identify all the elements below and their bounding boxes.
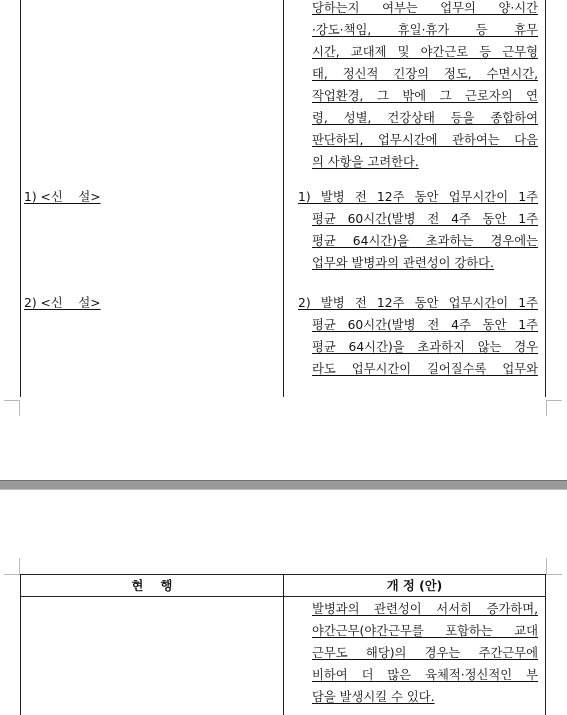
proposed-item-2 [298,292,538,380]
proposed-item-1 [298,186,538,274]
proposed-item-2-continued [312,598,538,708]
crop-mark [546,400,562,401]
text-line: 야간근무(야간근무를 포함하는 교대 [312,624,538,638]
crop-mark [546,574,562,575]
text-line: 태, 정신적 긴장의 정도, 수면시간, [312,67,538,81]
text-line: 비하여 더 많은 육체적·정신적인 부 [312,668,538,682]
header-current: 현 행 [131,579,173,593]
table-left-border [20,0,21,397]
crop-mark [4,574,20,575]
text-line: 담을 발생시킬 수 있다. [312,690,435,704]
proposed-text-intro [312,0,538,173]
text-line: 1) 발병 전 12주 동안 업무시간이 1주 [298,190,538,204]
text-line: 근무도 해당)의 경우는 주간근무에 [312,646,538,660]
text-line: 평균 60시간(발병 전 4주 동안 1주 [312,318,538,332]
text-line: 평균 60시간(발병 전 4주 동안 1주 [312,212,538,226]
table-right-border [545,574,546,715]
crop-mark [19,558,20,574]
text-line: 평균 64시간)을 초과하지 않는 경우 [312,340,538,354]
page-separator [0,480,567,490]
text-line: 평균 64시간)을 초과하는 경우에는 [312,234,538,248]
text-line: 라도 업무시간이 길어질수록 업무와 [312,362,538,376]
text-line: 령, 성별, 건강상태 등을 종합하여 [312,111,538,125]
table-column-divider [283,0,284,397]
crop-mark [19,400,20,416]
text-line: 시간, 교대제 및 야간근로 등 근무형 [312,45,538,59]
crop-mark [546,558,547,574]
crop-mark [546,400,547,416]
text-line: 업무와 발병과의 관련성이 강하다. [312,256,494,270]
text-line: 당하는지 여부는 업무의 양·시간 [312,1,538,15]
current-item-1: 1) <신 설> [24,190,101,204]
text-line: 판단하되, 업무시간에 관하여는 다음 [312,133,538,147]
text-line: 2) 발병 전 12주 동안 업무시간이 1주 [298,296,538,310]
crop-mark [4,400,20,401]
table-right-border [545,0,546,397]
text-line: 발병과의 관련성이 서서히 증가하며, [312,602,538,616]
current-item-2: 2) <신 설> [24,296,101,310]
text-line: ·강도·책임, 휴일·휴가 등 휴무 [312,23,538,37]
document-page-2 [0,490,567,715]
text-line: 작업환경, 그 밖에 그 근로자의 연 [312,89,538,103]
text-line: 의 사항을 고려한다. [312,155,419,169]
header-proposed: 개 정 (안) [386,579,443,593]
